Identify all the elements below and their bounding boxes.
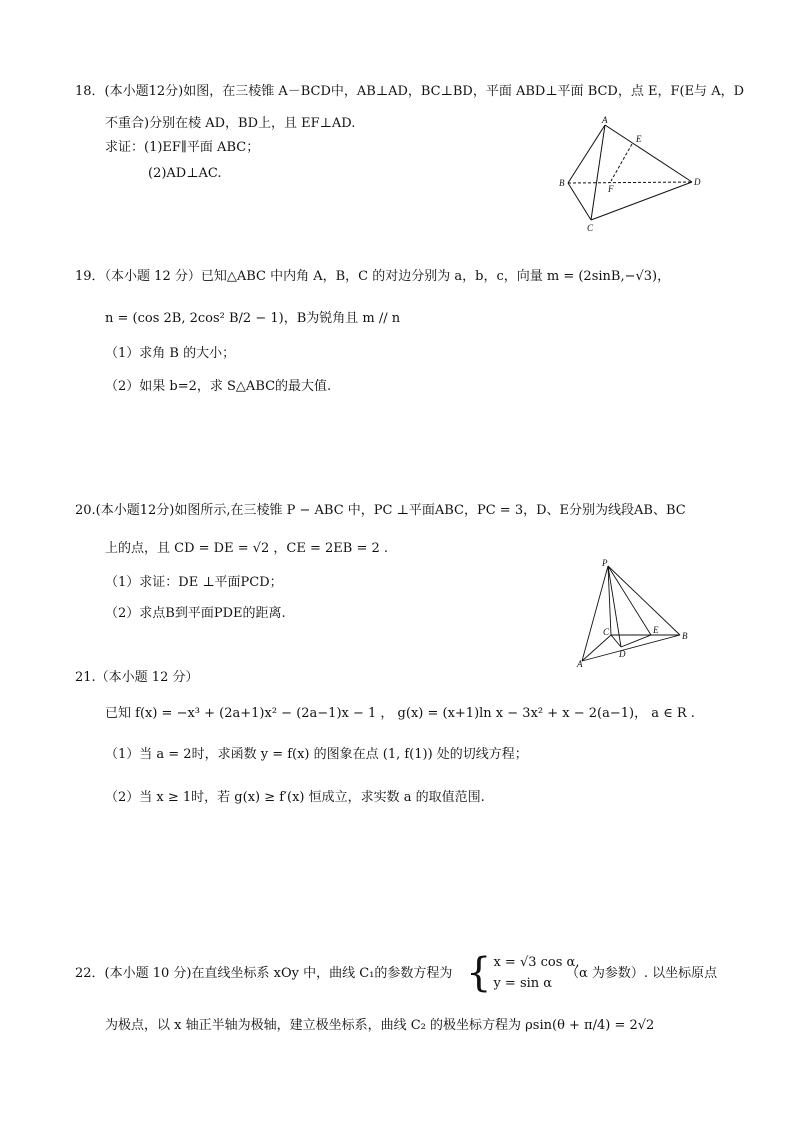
q21-line-4: （2）当 x ≥ 1时，若 g(x) ≥ f′(x) 恒成立，求实数 a 的取值范围. <box>105 790 485 805</box>
edge-ad <box>605 125 692 182</box>
label-b: B <box>682 631 688 641</box>
q19-line-4: （2）如果 b=2，求 S△ABC的最大值. <box>105 379 332 394</box>
q19-line-2: n = (cos 2B, 2cos² B/2 − 1)，B为锐角且 m // n <box>105 311 401 326</box>
edge-pa <box>582 566 608 661</box>
label-c: C <box>587 223 594 233</box>
label-f: F <box>608 184 614 194</box>
label-b: B <box>559 178 565 188</box>
label-d: D <box>694 177 701 187</box>
q21-line-1: 21.（本小题 12 分） <box>75 670 199 685</box>
q21-line-3: （1）当 a = 2时，求函数 y = f(x) 的图象在点 (1, f(1)) 处的切线方程； <box>105 747 528 762</box>
label-a: A <box>602 115 608 125</box>
label-p: P <box>602 558 608 568</box>
label-e: E <box>653 625 659 635</box>
edge-de <box>621 635 651 647</box>
segment-ef <box>611 144 632 181</box>
q18-line-4: (2)AD⊥AC. <box>148 166 222 181</box>
q20-tetrahedron-figure <box>575 557 695 669</box>
edge-ab <box>568 125 605 183</box>
left-brace: { <box>466 950 492 996</box>
system-equation-1: x = √3 cos α, <box>493 955 580 970</box>
edge-cd <box>591 182 692 220</box>
q22-line-1a: 22．(本小题 10 分)在直线坐标系 xOy 中，曲线 C₁的参数方程为 <box>75 966 453 981</box>
q21-line-2: 已知 f(x) = −x³ + (2a+1)x² − (2a−1)x − 1 ， g(x) = (x+1)ln x − 3x² + x − 2(a−1)， a ∈ R . <box>105 706 695 721</box>
edge-bd-hidden <box>568 182 692 183</box>
q19-line-1: 19．（本小题 12 分）已知△ABC 中内角 A，B，C 的对边分别为 a，b，c，向量 m = (2sinB,−√3)， <box>75 269 671 284</box>
q20-line-3: （1）求证：DE ⊥平面PCD； <box>105 575 283 590</box>
q22-line-2: 为极点，以 x 轴正半轴为极轴，建立极坐标系，曲线 C₂ 的极坐标方程为 ρsin(θ + π/4) = 2√2 <box>105 1018 655 1033</box>
label-e: E <box>636 134 642 144</box>
system-equation-2: y = sin α <box>493 976 553 991</box>
q22-line-1b: （α 为参数）. 以坐标原点 <box>566 966 718 981</box>
q22-equation-system <box>466 950 579 996</box>
q19-line-3: （1）求角 B 的大小； <box>105 346 236 361</box>
q20-line-4: （2）求点B到平面PDE的距离. <box>105 606 286 621</box>
label-d: D <box>619 649 626 659</box>
edge-pb <box>608 566 680 635</box>
label-c: C <box>603 627 610 637</box>
q18-tetrahedron-figure <box>552 115 712 235</box>
edge-bc <box>568 183 591 220</box>
q20-line-2: 上的点，且 CD = DE = √2 ，CE = 2EB = 2 . <box>105 541 389 556</box>
q18-line-2: 不重合)分别在棱 AD，BD上，且 EF⊥AD. <box>105 116 356 131</box>
q20-line-1: 20.(本小题12分)如图所示,在三棱锥 P − ABC 中，PC ⊥平面ABC，PC = 3，D、E分别为线段AB、BC <box>75 503 686 518</box>
q18-line-3: 求证：(1)EF∥平面 ABC； <box>105 140 260 155</box>
edge-ac <box>591 125 605 220</box>
label-a: A <box>577 659 583 669</box>
q18-line-1: 18．(本小题12分)如图，在三棱锥 A－BCD中，AB⊥AD，BC⊥BD，平面 ABD⊥平面 BCD，点 E，F(E与 A，D <box>75 84 744 99</box>
